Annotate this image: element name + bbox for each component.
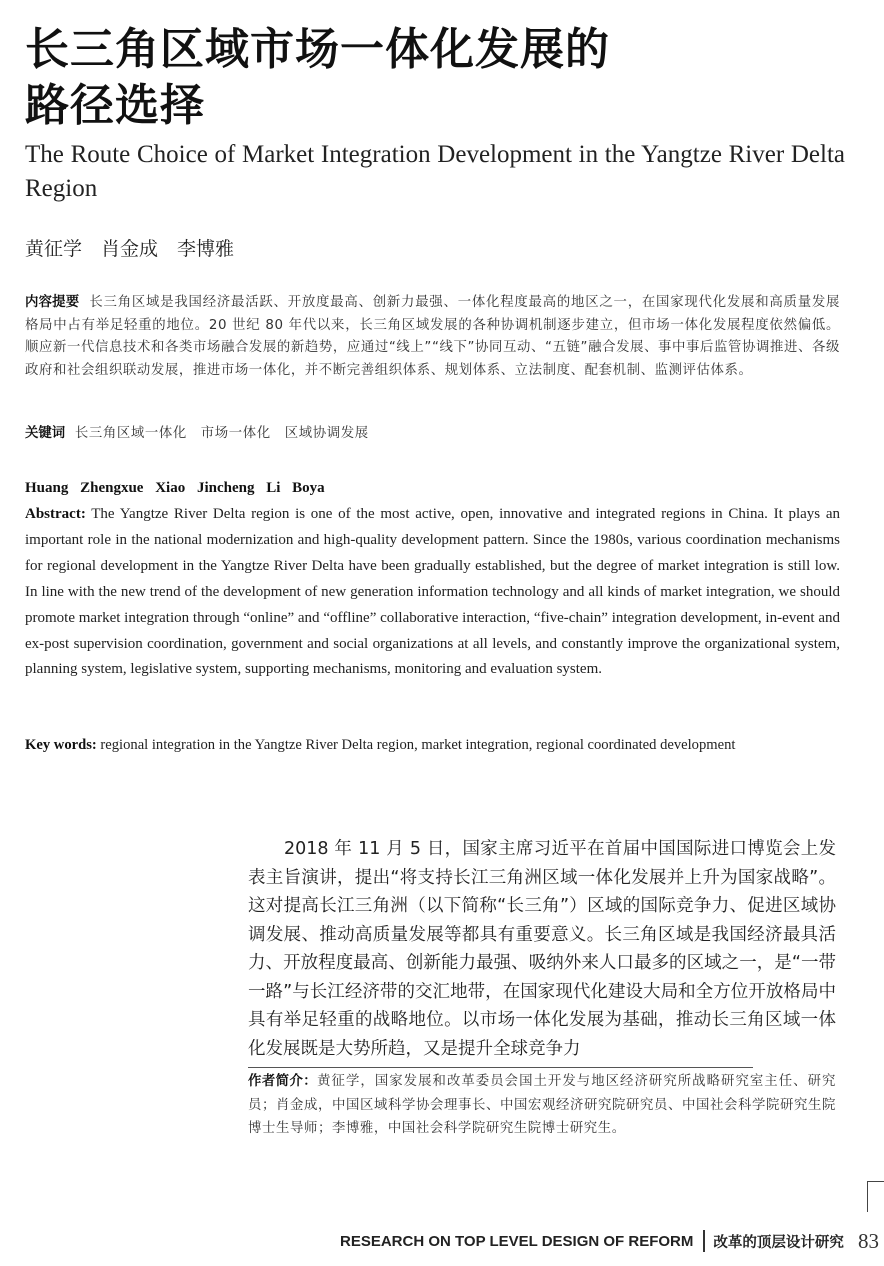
keywords-en-label: Key words: bbox=[25, 737, 97, 753]
keywords-en-text: regional integration in the Yangtze River Delta region, market integration, regional coordinated development bbox=[100, 737, 736, 753]
keywords-cn-label: 关键词 bbox=[25, 426, 66, 441]
footnote-divider bbox=[248, 1067, 753, 1068]
abstract-cn-text: 长三角区域是我国经济最活跃、开放度最高、创新力最强、一体化程度最高的地区之一，在国家现代化发展和高质量发展格局中占有举足轻重的地位。20 世纪 80 年代以来，长三角区域发展的各种协调机制逐步建立，但市场一体化发展程度依然偏低。顺应新一代信息技术和各类市场融合发展的新趋势，应通过“线上”“线下”协同互动、“五链”融合发展、事中事后监管协调推进、各级政府和社会组织联动发展，推进市场一体化，并不断完善组织体系、规划体系、立法制度、配套机制、监测评估体系。 bbox=[25, 295, 841, 378]
keywords-cn-text: 长三角区域一体化 市场一体化 区域协调发展 bbox=[74, 426, 369, 441]
article-title-en: The Route Choice of Market Integration Development in the Yangtze River Delta Region bbox=[25, 141, 845, 202]
footer-divider bbox=[703, 1230, 705, 1252]
body-paragraph: 2018 年 11 月 5 日，国家主席习近平在首届中国国际进口博览会上发表主旨演讲，提出“将支持长江三角洲区域一体化发展并上升为国家战略”。这对提高长江三角洲（以下简称“长三角”）区域的国际竞争力、促进区域协调发展、推动高质量发展等都具有重要意义。长三角区域是我国经济最具活力、开放程度最高、创新能力最强、吸纳外来人口最多的区域之一，是“一带一路”与长江经济带的交汇地带，在国家现代化建设大局和全方位开放格局中具有举足轻重的战略地位。以市场一体化发展为基础，推动长三角区域一体化发展既是大势所趋，又是提升全球竞争力 bbox=[248, 839, 837, 1059]
page-number: 83 bbox=[858, 1229, 879, 1253]
title-cn-line-1: 长三角区域市场一体化发展的 bbox=[25, 24, 610, 75]
authors-en: Huang Zhengxue Xiao Jincheng Li Boya bbox=[25, 480, 325, 496]
article-title-cn bbox=[25, 22, 865, 134]
abstract-en-label: Abstract: bbox=[25, 506, 86, 522]
journal-name-cn: 改革的顶层设计研究 bbox=[713, 1234, 844, 1251]
author-note-text: 黄征学，国家发展和改革委员会国土开发与地区经济研究所战略研究室主任、研究员；肖金成，中国区域科学协会理事长、中国宏观经济研究院研究员、中国社会科学院研究生院博士生导师；李博雅，中国社会科学院研究生院博士研究生。 bbox=[248, 1074, 836, 1136]
page-corner-mark bbox=[867, 1181, 884, 1212]
abstract-en bbox=[25, 502, 840, 683]
abstract-cn-label: 内容提要 bbox=[25, 295, 80, 310]
title-cn-line-2: 路径选择 bbox=[25, 80, 205, 131]
keywords-cn bbox=[25, 423, 840, 445]
journal-name-en: RESEARCH ON TOP LEVEL DESIGN OF REFORM bbox=[340, 1232, 694, 1250]
abstract-cn bbox=[25, 292, 840, 382]
author-note bbox=[248, 1070, 836, 1141]
authors-cn: 黄征学 肖金成 李博雅 bbox=[25, 238, 235, 260]
keywords-en bbox=[25, 734, 855, 756]
author-note-label: 作者简介： bbox=[248, 1074, 318, 1089]
running-footer bbox=[340, 1228, 844, 1254]
abstract-en-text: The Yangtze River Delta region is one of the most active, open, innovative and integrated regions in China. It plays an important role in the national modernization and high-quality development pattern. Since the 1980s, various coordination mechanisms for regional development in the Yangtze River Delta have been gradually established, but the degree of market integration is still low. In line with the new trend of the development of new generation information technology and all kinds of market integration, we should promote market integration through “online” and “offline” collaborative interaction, “five-chain” integration development, in-event and ex-post supervision coordination, government and social organizations at all levels, and constantly improve the organizational system, planning system, legislative system, supporting mechanisms, monitoring and evaluation system. bbox=[25, 506, 840, 678]
